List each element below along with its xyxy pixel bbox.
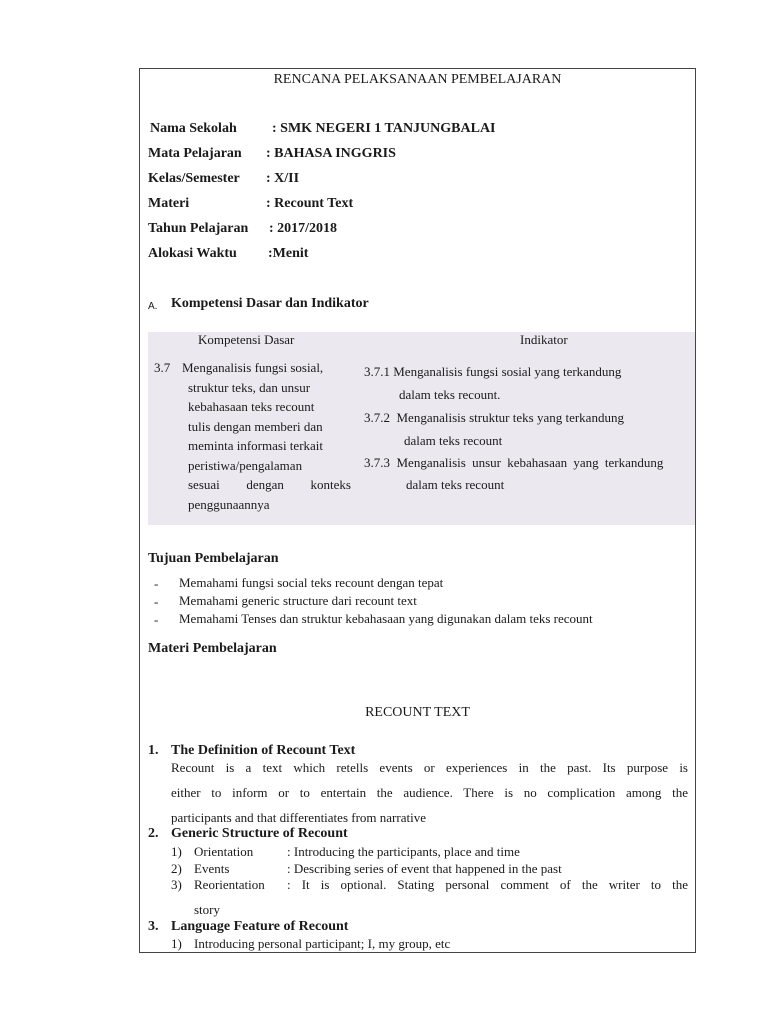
indicator-text-cont: dalam teks recount: [406, 477, 505, 492]
info-label: Materi: [148, 196, 190, 211]
tujuan-title: Tujuan Pembelajaran: [148, 551, 279, 566]
bullet-dash: -: [154, 594, 159, 609]
info-value: : 2017/2018: [269, 221, 338, 236]
kd-text-line: sesuai dengan konteks: [188, 477, 351, 492]
feature-item: Introducing personal participant; I, my group, etc: [194, 936, 451, 951]
bullet-dash: -: [154, 612, 159, 627]
feature-number: 1): [171, 936, 182, 951]
info-row-kelas: [148, 171, 299, 187]
kd-text-line: struktur teks, dan unsur: [188, 379, 311, 395]
indicator-item: [364, 455, 727, 471]
indicator-number: 3.7.3: [364, 455, 390, 470]
structure-number: 2): [171, 861, 182, 876]
tujuan-item: Memahami fungsi social teks recount dengan tepat: [179, 575, 444, 590]
info-label: Mata Pelajaran: [148, 146, 242, 161]
info-label: Tahun Pelajaran: [148, 221, 249, 236]
tujuan-item: Memahami Tenses dan struktur kebahasaan yang digunakan dalam teks recount: [179, 611, 593, 626]
indicator-item: [364, 410, 624, 426]
structure-term: Events: [194, 861, 230, 876]
info-row-sekolah: [148, 121, 496, 137]
section-number: 2.: [148, 826, 159, 841]
indicator-text: Menganalisis unsur kebahasaan yang terkandung: [396, 455, 664, 470]
indicator-text: Menganalisis struktur teks yang terkandung: [396, 410, 624, 425]
kd-text-line: kebahasaan teks recount: [188, 399, 315, 414]
definition-line: either to inform or to entertain the audience. There is no complication among the: [171, 785, 688, 800]
definition-line: Recount is a text which retells events or experiences in the past. Its purpose is: [171, 760, 688, 775]
bullet-dash: -: [154, 576, 159, 591]
structure-number: 3): [171, 877, 182, 892]
kd-text-line: Menganalisis fungsi sosial,: [182, 360, 324, 375]
section-heading: Language Feature of Recount: [171, 919, 349, 934]
structure-desc: : It is optional. Stating personal comment of the writer to the: [287, 877, 688, 892]
structure-number: 1): [171, 844, 182, 859]
document-title: RENCANA PELAKSANAAN PEMBELAJARAN: [273, 72, 562, 87]
kd-text-line: penggunaannya: [188, 496, 270, 512]
indicator-text-cont: dalam teks recount: [404, 433, 503, 448]
indicator-number: 3.7.1: [364, 364, 390, 379]
materi-subtitle: RECOUNT TEXT: [365, 705, 470, 720]
info-value: : Recount Text: [266, 196, 354, 211]
structure-desc: : Describing series of event that happened in the past: [287, 861, 562, 876]
section-heading: The Definition of Recount Text: [171, 743, 356, 758]
structure-term: Orientation: [194, 844, 254, 859]
kd-text-line: tulis dengan memberi dan: [188, 418, 323, 434]
info-label: Alokasi Waktu: [148, 246, 237, 261]
section-number: 1.: [148, 743, 159, 758]
info-row-mapel: [148, 146, 396, 162]
info-value: : SMK NEGERI 1 TANJUNGBALAI: [272, 121, 496, 136]
materi-title: Materi Pembelajaran: [148, 641, 277, 656]
info-row-materi: [148, 196, 353, 212]
info-label: Nama Sekolah: [150, 121, 237, 136]
info-value: :Menit: [268, 246, 309, 261]
kd-text-line: peristiwa/pengalaman: [188, 457, 303, 473]
structure-desc: : Introducing the participants, place and time: [287, 844, 520, 859]
section-a-title: Kompetensi Dasar dan Indikator: [171, 296, 369, 311]
info-value: : X/II: [266, 171, 300, 186]
info-row-waktu: [148, 246, 308, 262]
section-number: 3.: [148, 919, 159, 934]
tujuan-item: Memahami generic structure dari recount text: [179, 593, 417, 608]
indicator-number: 3.7.2: [364, 410, 390, 425]
kd-indicator-table: [148, 332, 695, 525]
kd-text-block: [188, 378, 351, 515]
structure-desc-cont: story: [194, 902, 220, 917]
section-a-marker: A.: [148, 301, 158, 312]
document-page: [139, 68, 696, 953]
indicator-text: Menganalisis fungsi sosial yang terkandung: [393, 364, 622, 379]
info-value: : BAHASA INGGRIS: [266, 146, 396, 161]
indicator-item: [364, 364, 621, 380]
info-label: Kelas/Semester: [148, 171, 240, 186]
info-row-tahun: [148, 221, 337, 237]
section-heading: Generic Structure of Recount: [171, 826, 348, 841]
indicator-text-cont: dalam teks recount.: [399, 387, 501, 402]
column-header-indikator: Indikator: [520, 332, 568, 347]
column-header-kd: Kompetensi Dasar: [198, 332, 295, 347]
kd-text-line: meminta informasi terkait: [188, 438, 324, 453]
kd-number: 3.7: [154, 360, 171, 375]
definition-line: participants and that differentiates from narrative: [171, 810, 426, 825]
structure-term: Reorientation: [194, 877, 265, 892]
